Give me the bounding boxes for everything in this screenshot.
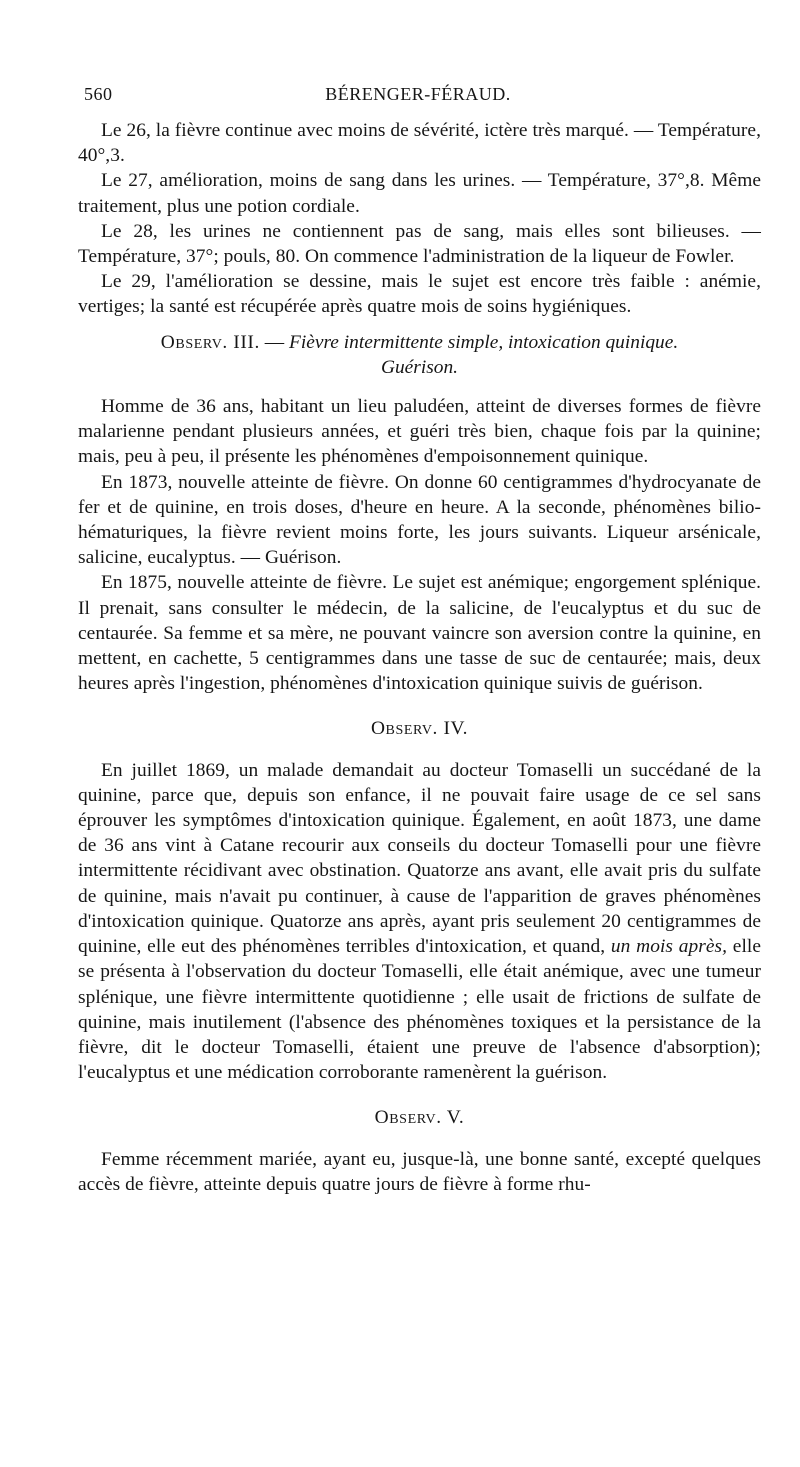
page-number: 560: [84, 84, 113, 104]
paragraph: Le 27, amélioration, moins de sang dans les urines. — Température, 37°,8. Même traitement, plus une potion cordiale.: [78, 170, 761, 217]
paragraph: Le 28, les urines ne contiennent pas de sang, mais elles sont bilieuses. — Température, 37°; pouls, 80. On commence l'administration de la liqueur de Fowler.: [78, 220, 761, 268]
heading-dash: —: [264, 331, 285, 353]
observation-label: Observ. III.: [160, 331, 260, 353]
paragraph: En 1875, nouvelle atteinte de fièvre. Le sujet est anémique; engorgement splénique. Il prenait, sans consulter le médecin, de la salicine, de l'eucalyptus et du suc de centaurée. Sa femme et sa mère, ne pouvant vaincre son aversion contre la quinine, en mettent, en cachette, 5 centigrammes dans une tasse de suc de centaurée; mais, deux heures après l'ingestion, phénomènes d'intoxication quinique suivis de guérison.: [78, 572, 761, 695]
paragraph: En 1873, nouvelle atteinte de fièvre. On donne 60 centigrammes d'hydrocyanate de fer et de quinine, en trois doses, d'heure en heure. A la seconde, phénomènes bilio-hématuriques, la fièvre revient moins forte, les jours suivants. Liqueur arsénicale, salicine, eucalyptus. — Guérison.: [78, 471, 761, 569]
paragraph-text: elle se présenta à l'observation du docteur Tomaselli, elle était anémique, avec une tumeur splénique, une fièvre intermittente quotidienne ; elle usait de frictions de sulfate de quinine, mais inutilement (l'absence des phénomènes toxiques et la persistance de la fièvre, dit le docteur Tomaselli, étaient une preuve de l'absence d'absorption); l'eucalyptus et une médication corroborante ramenèrent la guérison.: [78, 936, 761, 1084]
observation-title: Fièvre intermittente simple, intoxication quinique.: [289, 331, 679, 353]
observation-3-subtitle: [78, 355, 761, 380]
observation-3-heading: [78, 330, 761, 355]
running-header: [78, 84, 758, 108]
observation-label: Observ. V.: [374, 1107, 465, 1129]
paragraph: Le 29, l'amélioration se dessine, mais le sujet est encore très faible : anémie, vertiges; la santé est récupérée après quatre mois de soins hygiéniques.: [78, 271, 761, 318]
paragraph: Femme récemment mariée, ayant eu, jusque-là, une bonne santé, excepté quelques accès de fièvre, atteinte depuis quatre jours de fièvre à forme rhu-: [78, 1148, 761, 1195]
paragraph: Le 26, la fièvre continue avec moins de sévérité, ictère très marqué. — Température, 40°,3.: [78, 120, 761, 167]
paragraph: Homme de 36 ans, habitant un lieu paludéen, atteint de diverses formes de fièvre malarienne pendant plusieurs années, et guéri très bien, chaque fois par la quinine; mais, peu à peu, il présente les phénomènes d'empoisonnement quinique.: [78, 396, 761, 468]
paragraph-text: En juillet 1869, un malade demandait au docteur Tomaselli un succédané de la quinine, parce que, depuis son enfance, il ne pouvait faire usage de ce sel sans éprouver les symptômes d'intoxication quinique. Également, en août 1873, une dame de 36 ans vint à Catane recourir aux conseils du docteur Tomaselli pour une fièvre intermittente récidivant avec obstination. Quatorze ans avant, elle avait pris du sulfate de quinine, mais n'avait pu continuer, à cause de l'apparition de graves phénomènes d'intoxication quinique. Quatorze ans après, ayant pris seulement 20 centigrammes de quinine, elle eut des phénomènes terribles d'intoxication, et quand,: [78, 759, 761, 958]
running-title: BÉRENGER-FÉRAUD.: [325, 84, 511, 104]
body-text: [78, 118, 761, 1197]
emphasis: un mois après,: [610, 936, 728, 958]
paragraph: [78, 758, 761, 1086]
observation-label: Observ. IV.: [370, 718, 469, 740]
observation-subtitle: Guérison.: [380, 356, 459, 378]
observation-4-heading: [78, 716, 761, 741]
observation-5-heading: [78, 1105, 761, 1130]
